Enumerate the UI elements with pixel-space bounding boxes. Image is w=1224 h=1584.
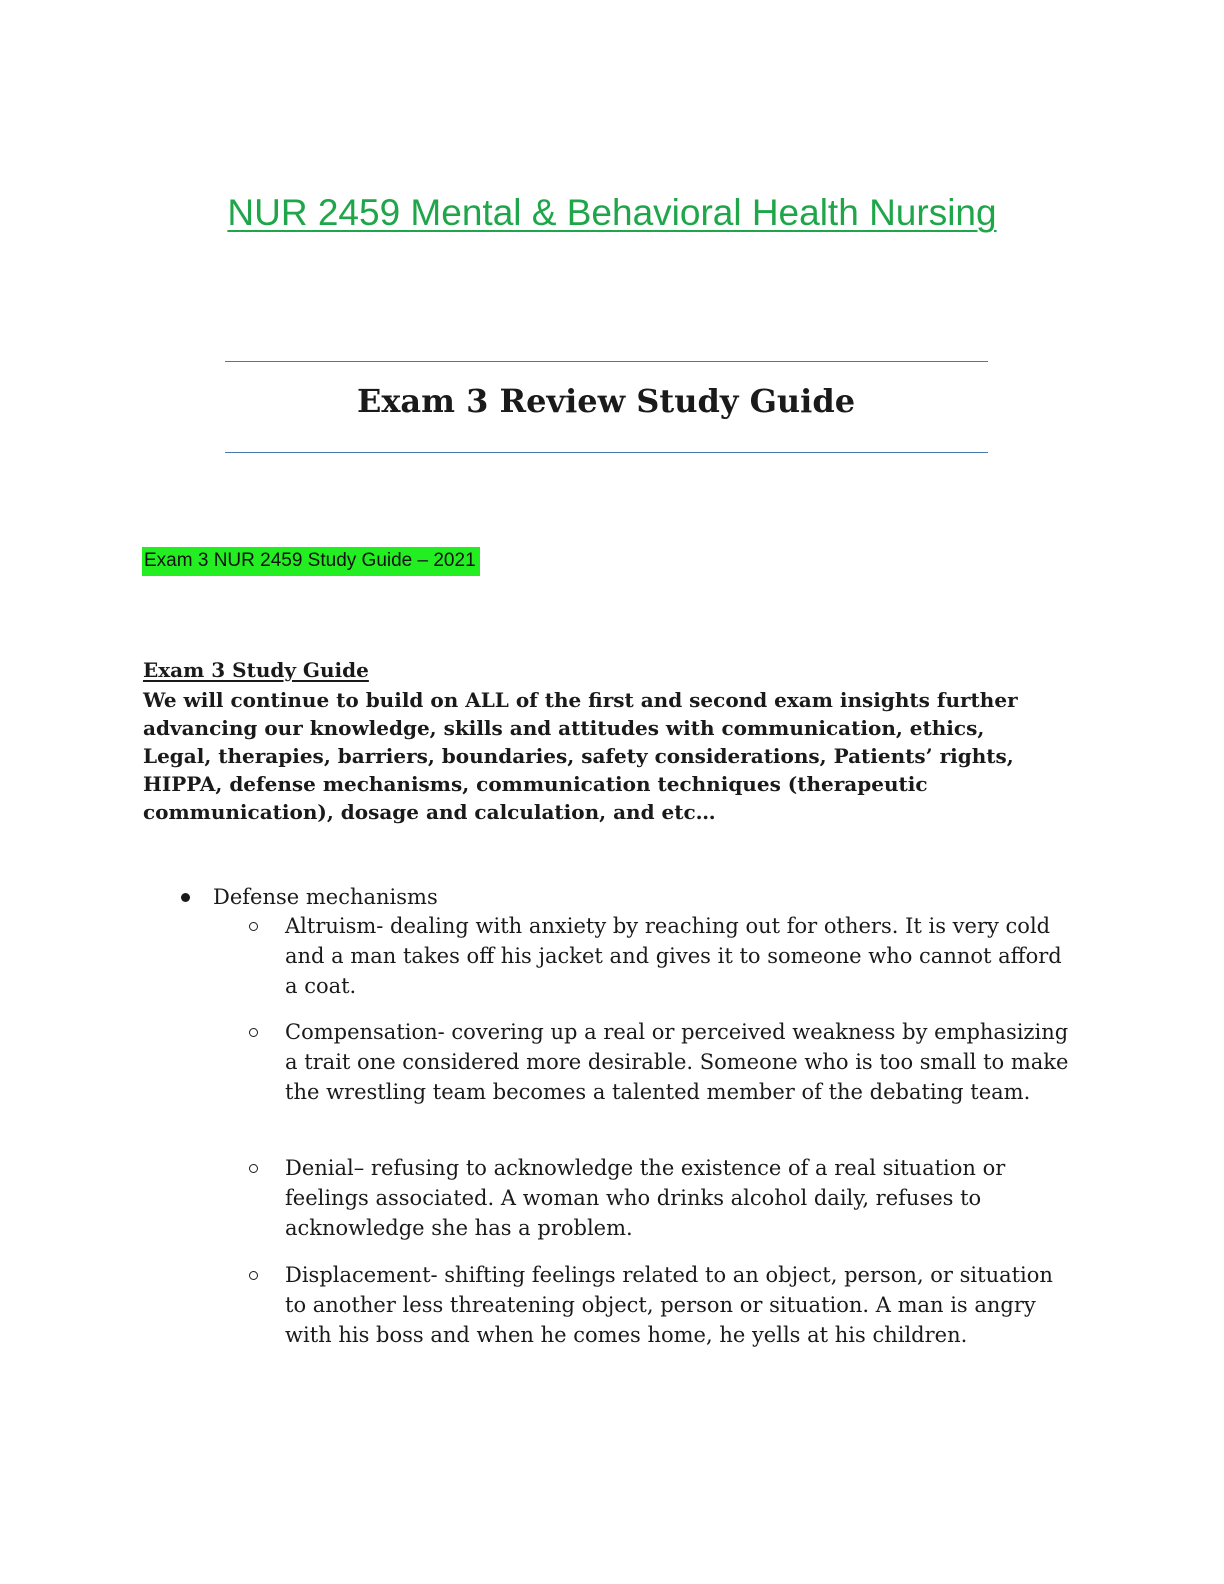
circle-bullet-icon xyxy=(249,1028,258,1037)
sub-list-item-text: Compensation- covering up a real or perceived weakness by emphasizing a trait one considered more desirable. Someone who is too small to make the wrestling team becomes a talented member of the debating team. xyxy=(285,1020,1069,1104)
sub-list-item xyxy=(249,911,1079,1001)
circle-bullet-icon xyxy=(249,922,258,931)
guide-title: Exam 3 Review Study Guide xyxy=(356,382,856,420)
intro-paragraph: We will continue to build on ALL of the first and second exam insights further advancing our knowledge, skills and attitudes with communication, ethics, Legal, therapies, barriers, boundaries, safety considerations, Patients’ rights, HIPPA, defense mechanisms, communication techniques (therapeutic communication), dosage and calculation, and etc… xyxy=(143,688,1018,824)
topic-label: Defense mechanisms xyxy=(213,885,438,909)
circle-bullet-icon xyxy=(249,1164,258,1173)
bullet-icon xyxy=(181,893,190,902)
sub-list-item-text: Denial– refusing to acknowledge the existence of a real situation or feelings associated. A woman who drinks alcohol daily, refuses to acknowledge she has a problem. xyxy=(285,1156,1006,1240)
sub-list-item-text: Altruism- dealing with anxiety by reaching out for others. It is very cold and a man takes off his jacket and gives it to someone who cannot afford a coat. xyxy=(285,914,1062,998)
bottom-divider xyxy=(225,452,988,453)
highlighted-subtitle: Exam 3 NUR 2459 Study Guide – 2021 xyxy=(142,547,480,576)
sub-list-item xyxy=(249,1017,1079,1107)
circle-bullet-icon xyxy=(249,1271,258,1280)
sub-list-item xyxy=(249,1260,1079,1350)
course-title: NUR 2459 Mental & Behavioral Health Nursing xyxy=(227,192,997,233)
section-heading: Exam 3 Study Guide xyxy=(143,658,369,682)
top-divider xyxy=(225,361,988,362)
sub-list-item xyxy=(249,1153,1079,1243)
sub-list-item-text: Displacement- shifting feelings related to an object, person, or situation to another less threatening object, person or situation. A man is angry with his boss and when he comes home, he yells at his children. xyxy=(285,1263,1053,1347)
